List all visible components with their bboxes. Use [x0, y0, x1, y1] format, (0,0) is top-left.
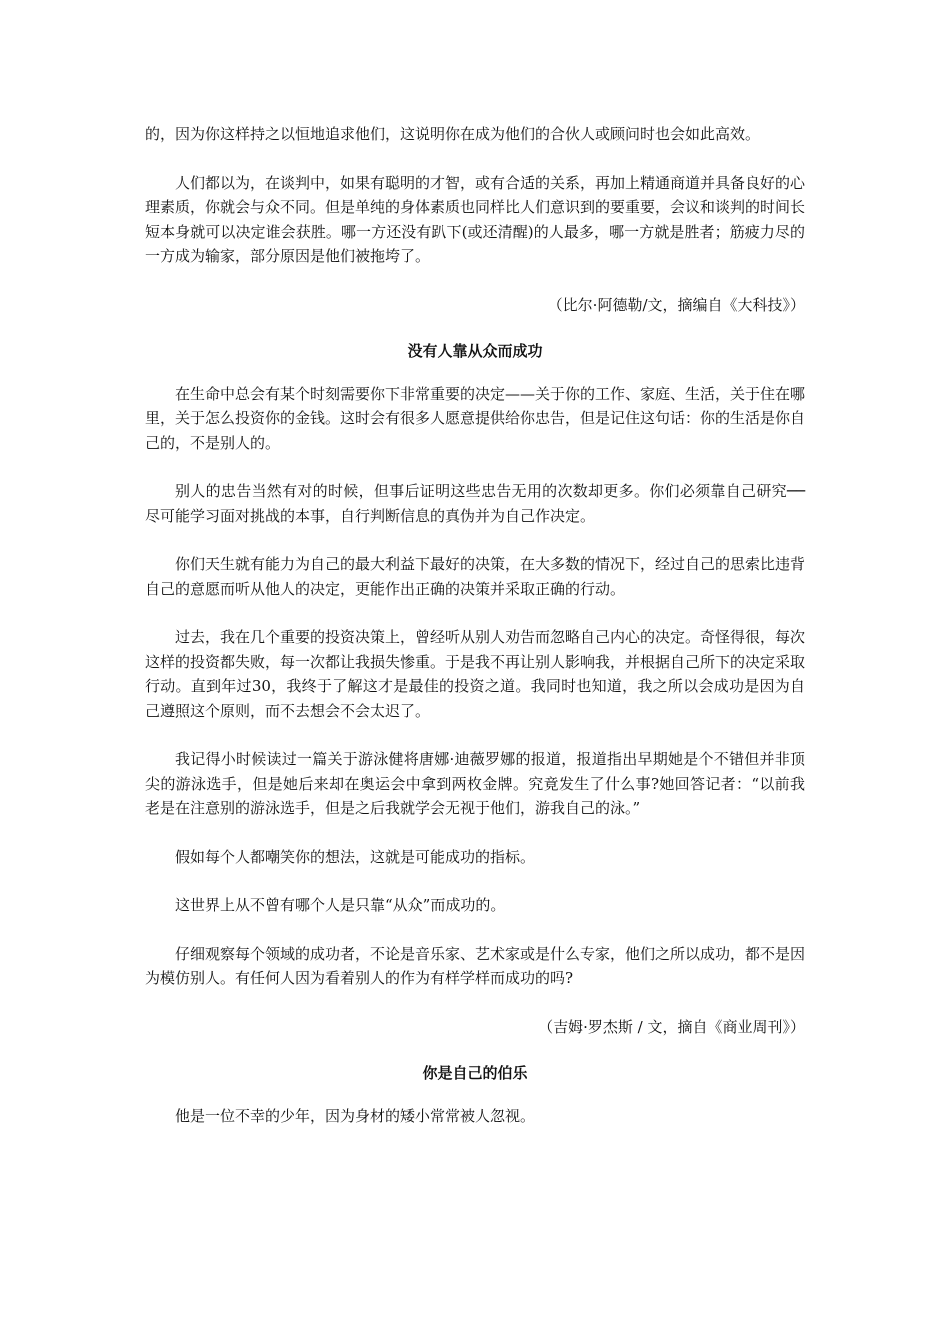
paragraph: 仔细观察每个领域的成功者，不论是音乐家、艺术家或是什么专家，他们之所以成功，都不是因为模仿别人。有任何人因为看着别人的作为有样学样而成功的吗? — [145, 944, 806, 987]
paragraph: 这世界上从不曾有哪个人是只靠“从众”而成功的。 — [175, 896, 506, 914]
paragraph: 人们都以为，在谈判中，如果有聪明的才智，或有合适的关系，再加上精通商道并具备良好的心理素质，你就会与众不同。但是单纯的身体素质也同样比人们意识到的要重要，会议和谈判的时间长短本身就可以决定谁会获胜。哪一方还没有趴下(或还清醒)的人最多，哪一方就是胜者；筋疲力尽的一方成为输家，部分原因是他们被拖垮了。 — [145, 173, 806, 265]
attribution: （吉姆·罗杰斯 / 文，摘自《商业周刊》） — [538, 1017, 805, 1036]
paragraph: 的，因为你这样持之以恒地追求他们，这说明你在成为他们的合伙人或顾问时也会如此高效。 — [145, 125, 761, 143]
attribution: （比尔·阿德勒/文，摘编自《大科技》） — [547, 295, 805, 314]
section-title: 你是自己的伯乐 — [422, 1064, 528, 1082]
document-page — [145, 122, 805, 1152]
paragraph: 别人的忠告当然有对的时候，但事后证明这些忠告无用的次数却更多。你们必须靠自己研究──尽可能学习面对挑战的本事，自行判断信息的真伪并为自己作决定。 — [145, 482, 805, 525]
section-title: 没有人靠从众而成功 — [407, 342, 543, 360]
paragraph: 过去，我在几个重要的投资决策上，曾经听从别人劝告而忽略自己内心的决定。奇怪得很，每次这样的投资都失败，每一次都让我损失惨重。于是我不再让别人影响我，并根据自己所下的决定采取行动。直到年过30，我终于了解这才是最佳的投资之道。我同时也知道，我之所以会成功是因为自己遵照这个原则，而不去想会不会太迟了。 — [145, 628, 806, 720]
paragraph: 你们天生就有能力为自己的最大利益下最好的决策，在大多数的情况下，经过自己的思索比违背自己的意愿而听从他人的决定，更能作出正确的决策并采取正确的行动。 — [145, 555, 806, 598]
paragraph: 他是一位不幸的少年，因为身材的矮小常常被人忽视。 — [175, 1106, 536, 1125]
paragraph: 我记得小时候读过一篇关于游泳健将唐娜·迪薇罗娜的报道，报道指出早期她是个不错但并非顶尖的游泳选手，但是她后来却在奥运会中拿到两枚金牌。究竟发生了什么事?她回答记者：“以前我老是在注意别的游泳选手，但是之后我就学会无视于他们，游我自己的泳。” — [145, 750, 805, 817]
paragraph: 假如每个人都嘲笑你的想法，这就是可能成功的指标。 — [175, 847, 536, 866]
paragraph: 在生命中总会有某个时刻需要你下非常重要的决定——关于你的工作、家庭、生活，关于住在哪里，关于怎么投资你的金钱。这时会有很多人愿意提供给你忠告，但是记住这句话：你的生活是你自己的，不是别人的。 — [145, 384, 806, 452]
